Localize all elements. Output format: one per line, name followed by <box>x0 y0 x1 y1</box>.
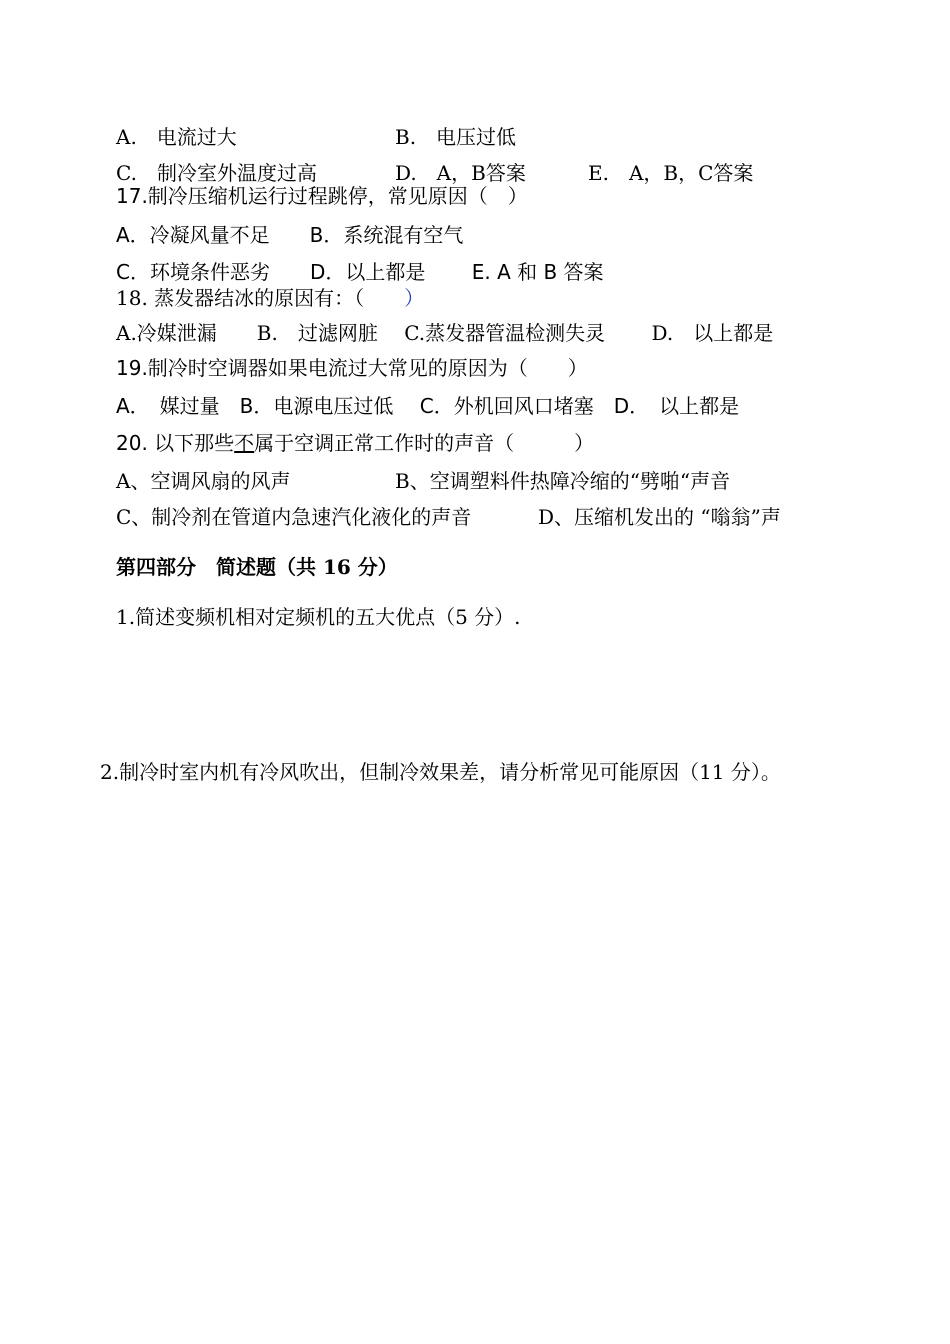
q18-close-paren: ） <box>404 286 425 310</box>
q16-option-b: B. 电压过低 <box>395 125 517 149</box>
section4-heading: 第四部分 简述题（共 16 分） <box>116 555 398 579</box>
q19-options: A． 媒过量 B．电源电压过低 C．外机回风口堵塞 D． 以上都是 <box>116 394 740 418</box>
q20-stem-prefix: 20. 以下那些 <box>116 431 235 455</box>
section4-question-1: 1.简述变频机相对定频机的五大优点（5 分）. <box>116 605 521 629</box>
q16-option-c: C. 制冷室外温度过高 <box>116 161 317 185</box>
q19-stem: 19.制冷时空调器如果电流过大常见的原因为（ ） <box>116 356 588 380</box>
q16-option-e: E. A，B，C答案 <box>588 161 754 185</box>
q20-stem-suffix: 属于空调正常工作时的声音（ ） <box>254 431 595 455</box>
q17-stem: 17.制冷压缩机运行过程跳停，常见原因（ ） <box>116 184 528 208</box>
q18-stem-text: 18. 蒸发器结冰的原因有：（ <box>116 286 365 310</box>
section4-question-2: 2.制冷时室内机有冷风吹出，但制冷效果差，请分析常见可能原因（11 分）。 <box>100 760 781 784</box>
q20-option-a: A、空调风扇的风声 <box>116 469 291 493</box>
q20-option-b: B、空调塑料件热障冷缩的“劈啪“声音 <box>395 469 731 493</box>
q20-stem-emphasis: 不 <box>234 431 255 455</box>
q17-options-line1: A．冷凝风量不足 B．系统混有空气 <box>116 223 464 247</box>
q20-option-d: D、压缩机发出的 “嗡翁”声 <box>538 505 781 529</box>
q16-option-a: A. 电流过大 <box>116 125 237 149</box>
q18-stem <box>116 285 424 311</box>
q18-options: A.冷媒泄漏 B. 过滤网脏 C.蒸发器管温检测失灵 D. 以上都是 <box>116 321 774 345</box>
q16-option-d: D. A，B答案 <box>395 161 526 185</box>
q20-stem <box>116 430 594 456</box>
q20-option-c: C、制冷剂在管道内急速汽化液化的声音 <box>116 505 472 529</box>
q17-options-line2: C．环境条件恶劣 D．以上都是 E. A 和 B 答案 <box>116 260 604 284</box>
